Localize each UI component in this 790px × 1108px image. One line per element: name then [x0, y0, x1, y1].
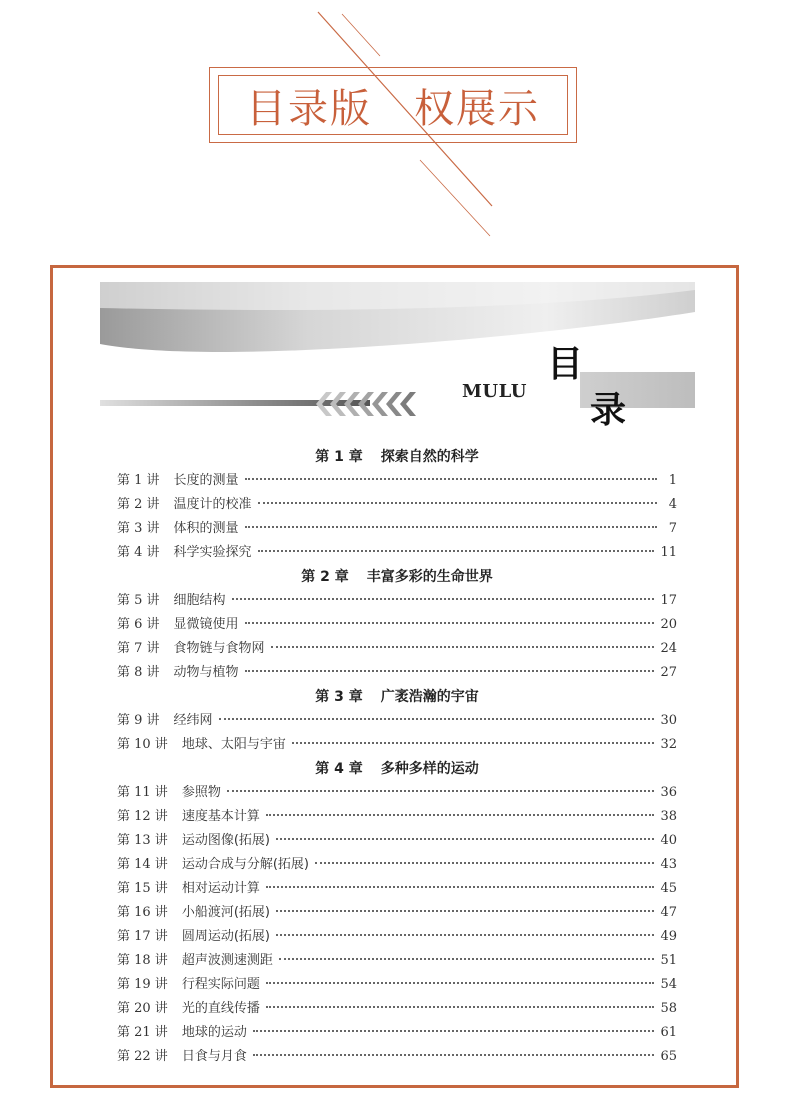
- dot-leader: [266, 814, 655, 816]
- page-number: 30: [660, 713, 677, 728]
- lesson-number: 第 15 讲: [117, 881, 168, 896]
- lesson-title: 动物与植物: [173, 665, 239, 680]
- lesson-number: 第 16 讲: [117, 905, 168, 920]
- page-number: 32: [660, 737, 677, 752]
- lesson-title: 地球、太阳与宇宙: [181, 737, 286, 752]
- lesson-number: 第 13 讲: [117, 833, 168, 848]
- lesson-number: 第 21 讲: [117, 1025, 168, 1040]
- dot-leader: [253, 1030, 655, 1032]
- toc-entry[interactable]: [117, 733, 677, 757]
- page-number: 1: [668, 473, 677, 488]
- toc-entry[interactable]: [117, 829, 677, 853]
- dot-leader: [227, 790, 655, 792]
- toc-entry[interactable]: [117, 541, 677, 565]
- lesson-number: 第 10 讲: [117, 737, 168, 752]
- page-number: 54: [660, 977, 677, 992]
- toc-entry[interactable]: [117, 973, 677, 997]
- lesson-title: 超声波测速测距: [181, 953, 273, 968]
- lesson-number: 第 9 讲: [117, 713, 160, 728]
- dot-leader: [276, 838, 654, 840]
- lesson-title: 运动合成与分解(拓展): [181, 857, 309, 872]
- chapter-title: 多种多样的运动: [380, 761, 479, 777]
- lesson-number: 第 2 讲: [117, 497, 160, 512]
- page-number: 24: [660, 641, 677, 656]
- page-number: 17: [660, 593, 677, 608]
- dot-leader: [258, 550, 655, 552]
- toc-entry[interactable]: [117, 997, 677, 1021]
- lesson-title: 经纬网: [173, 713, 213, 728]
- page-number: 45: [660, 881, 677, 896]
- toc-entry[interactable]: [117, 901, 677, 925]
- page-number: 61: [660, 1025, 677, 1040]
- lesson-title: 地球的运动: [181, 1025, 247, 1040]
- page-number: 51: [660, 953, 677, 968]
- banner-title: 目录版 权展示: [246, 85, 540, 132]
- lu-character: 录: [590, 390, 627, 431]
- toc-entry[interactable]: [117, 1045, 677, 1069]
- page-number: 7: [668, 521, 677, 536]
- dot-leader: [245, 526, 657, 528]
- lesson-title: 体积的测量: [173, 521, 239, 536]
- lesson-number: 第 14 讲: [117, 857, 168, 872]
- chapter-heading: [117, 445, 677, 469]
- dot-leader: [276, 910, 654, 912]
- toc-entry[interactable]: [117, 637, 677, 661]
- page-number: 20: [660, 617, 677, 632]
- chapter-title: 探索自然的科学: [380, 449, 479, 465]
- dot-leader: [253, 1054, 655, 1056]
- page-number: 27: [660, 665, 677, 680]
- dot-leader: [271, 646, 655, 648]
- lesson-number: 第 6 讲: [117, 617, 160, 632]
- lesson-number: 第 7 讲: [117, 641, 160, 656]
- table-of-contents: [117, 445, 677, 1069]
- toc-entry[interactable]: [117, 1021, 677, 1045]
- lesson-title: 显微镜使用: [173, 617, 239, 632]
- page-number: 43: [660, 857, 677, 872]
- lesson-title: 光的直线传播: [181, 1001, 260, 1016]
- lesson-title: 食物链与食物网: [173, 641, 265, 656]
- lesson-title: 科学实验探究: [173, 545, 252, 560]
- lesson-title: 参照物: [181, 785, 221, 800]
- toc-entry[interactable]: [117, 469, 677, 493]
- chapter-heading: [117, 565, 677, 589]
- dot-leader: [315, 862, 654, 864]
- toc-entry[interactable]: [117, 589, 677, 613]
- lesson-number: 第 19 讲: [117, 977, 168, 992]
- chapter-number: 第 1 章: [315, 449, 363, 465]
- lesson-number: 第 18 讲: [117, 953, 168, 968]
- page-number: 49: [660, 929, 677, 944]
- dot-leader: [245, 670, 655, 672]
- dot-leader: [245, 478, 657, 480]
- lesson-title: 细胞结构: [173, 593, 226, 608]
- lesson-title: 运动图像(拓展): [181, 833, 270, 848]
- lesson-number: 第 8 讲: [117, 665, 160, 680]
- lesson-number: 第 12 讲: [117, 809, 168, 824]
- page-number: 40: [660, 833, 677, 848]
- toc-entry[interactable]: [117, 781, 677, 805]
- chapter-title: 广袤浩瀚的宇宙: [380, 689, 479, 705]
- toc-entry[interactable]: [117, 805, 677, 829]
- toc-entry[interactable]: [117, 925, 677, 949]
- page-number: 11: [660, 545, 677, 560]
- chapter-number: 第 2 章: [301, 569, 349, 585]
- dot-leader: [258, 502, 657, 504]
- page-number: 65: [660, 1049, 677, 1064]
- lesson-title: 日食与月食: [181, 1049, 247, 1064]
- chapter-heading: [117, 757, 677, 781]
- lesson-number: 第 5 讲: [117, 593, 160, 608]
- lesson-number: 第 4 讲: [117, 545, 160, 560]
- lesson-title: 小船渡河(拓展): [181, 905, 270, 920]
- lesson-number: 第 17 讲: [117, 929, 168, 944]
- dot-leader: [266, 1006, 655, 1008]
- page-number: 38: [660, 809, 677, 824]
- lesson-title: 行程实际问题: [181, 977, 260, 992]
- lesson-number: 第 3 讲: [117, 521, 160, 536]
- mu-character: 目: [547, 344, 584, 385]
- dot-leader: [266, 886, 655, 888]
- page-number: 58: [660, 1001, 677, 1016]
- toc-entry[interactable]: [117, 613, 677, 637]
- mulu-label: MULU: [462, 381, 527, 402]
- toc-entry[interactable]: [117, 517, 677, 541]
- lesson-number: 第 1 讲: [117, 473, 160, 488]
- lesson-number: 第 22 讲: [117, 1049, 168, 1064]
- page-number: 36: [660, 785, 677, 800]
- lesson-number: 第 20 讲: [117, 1001, 168, 1016]
- dot-leader: [292, 742, 655, 744]
- chapter-title: 丰富多彩的生命世界: [366, 569, 493, 585]
- dot-leader: [279, 958, 655, 960]
- lesson-number: 第 11 讲: [117, 785, 168, 800]
- page-number: 47: [660, 905, 677, 920]
- dot-leader: [219, 718, 655, 720]
- toc-entry[interactable]: [117, 853, 677, 877]
- lesson-title: 长度的测量: [173, 473, 239, 488]
- lesson-title: 速度基本计算: [181, 809, 260, 824]
- chapter-heading: [117, 685, 677, 709]
- toc-entry[interactable]: [117, 661, 677, 685]
- dot-leader: [276, 934, 654, 936]
- dot-leader: [245, 622, 655, 624]
- lesson-title: 相对运动计算: [181, 881, 260, 896]
- chapter-number: 第 4 章: [315, 761, 363, 777]
- toc-entry[interactable]: [117, 709, 677, 733]
- toc-entry[interactable]: [117, 949, 677, 973]
- lesson-title: 温度计的校准: [173, 497, 252, 512]
- toc-entry[interactable]: [117, 493, 677, 517]
- toc-entry[interactable]: [117, 877, 677, 901]
- dot-leader: [266, 982, 655, 984]
- page-number: 4: [668, 497, 677, 512]
- lesson-title: 圆周运动(拓展): [181, 929, 270, 944]
- dot-leader: [232, 598, 655, 600]
- chapter-number: 第 3 章: [315, 689, 363, 705]
